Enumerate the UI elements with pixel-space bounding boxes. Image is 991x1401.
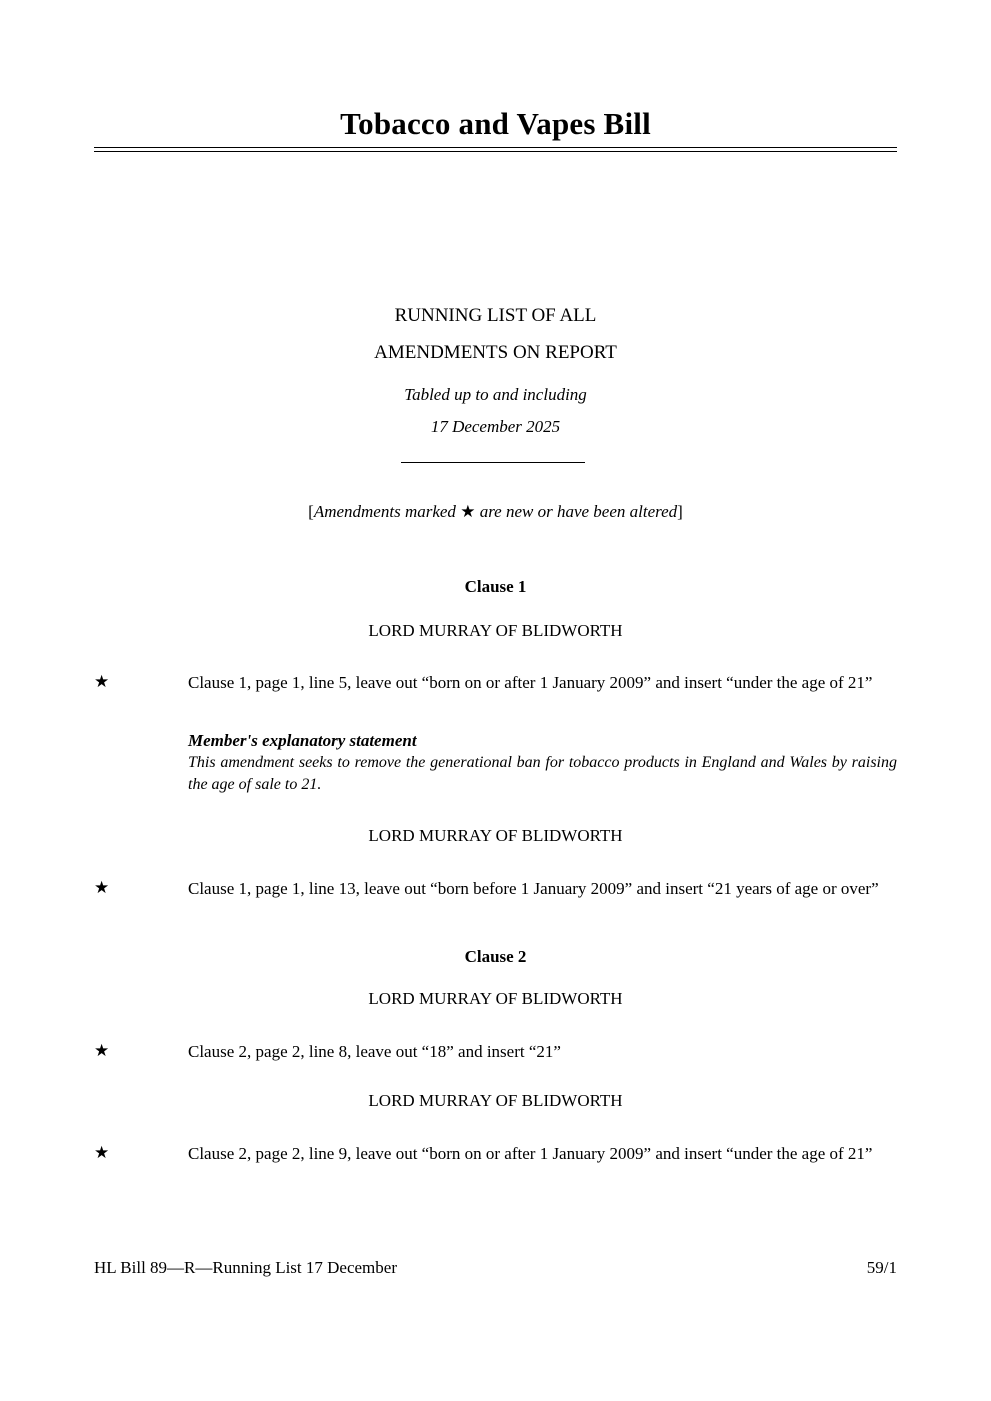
note-text-before: Amendments marked: [313, 502, 461, 521]
amendment-text: Clause 2, page 2, line 9, leave out “born on or after 1 January 2009” and insert “under the age of 21”: [188, 1144, 873, 1163]
member-name: LORD MURRAY OF BLIDWORTH: [368, 1091, 623, 1110]
star-note: [0, 502, 991, 522]
amendment-text: Clause 1, page 1, line 13, leave out “born before 1 January 2009” and insert “21 years of age or over”: [188, 879, 879, 898]
star-icon: ★: [94, 1041, 110, 1060]
clause-heading: Clause 2: [464, 947, 527, 966]
tabled-line-2: 17 December 2025: [430, 417, 561, 436]
footer-page-number: 59/1: [866, 1258, 897, 1277]
star-icon: ★: [94, 1143, 110, 1162]
member-name: LORD MURRAY OF BLIDWORTH: [368, 826, 623, 845]
document-title: Tobacco and Vapes Bill: [340, 106, 651, 141]
star-icon: ★: [94, 672, 110, 691]
note-close-bracket: ]: [677, 502, 683, 521]
heading-line-1: RUNNING LIST OF ALL: [394, 305, 597, 326]
star-icon: ★: [94, 878, 110, 897]
section-divider: [401, 462, 585, 463]
member-name: LORD MURRAY OF BLIDWORTH: [368, 989, 623, 1008]
title-rule-top: [94, 147, 897, 148]
member-name: LORD MURRAY OF BLIDWORTH: [368, 621, 623, 640]
note-open-bracket: [: [308, 502, 314, 521]
explanatory-statement-text: This amendment seeks to remove the generational ban for tobacco products in England and Wales by raising the age of sale to 21.: [188, 754, 897, 793]
clause-heading: Clause 1: [464, 577, 527, 596]
note-text-after: are new or have been altered: [475, 502, 678, 521]
amendment-text: Clause 1, page 1, line 5, leave out “born on or after 1 January 2009” and insert “under the age of 21”: [188, 673, 873, 692]
tabled-line-1: Tabled up to and including: [404, 385, 587, 404]
star-icon: ★: [460, 502, 476, 521]
amendment-text: Clause 2, page 2, line 8, leave out “18” and insert “21”: [188, 1042, 561, 1061]
heading-line-2: AMENDMENTS ON REPORT: [374, 342, 617, 363]
title-rule-bottom: [94, 151, 897, 152]
footer-bill-reference: HL Bill 89—R—Running List 17 December: [94, 1258, 397, 1277]
explanatory-statement-title: Member's explanatory statement: [188, 731, 417, 750]
